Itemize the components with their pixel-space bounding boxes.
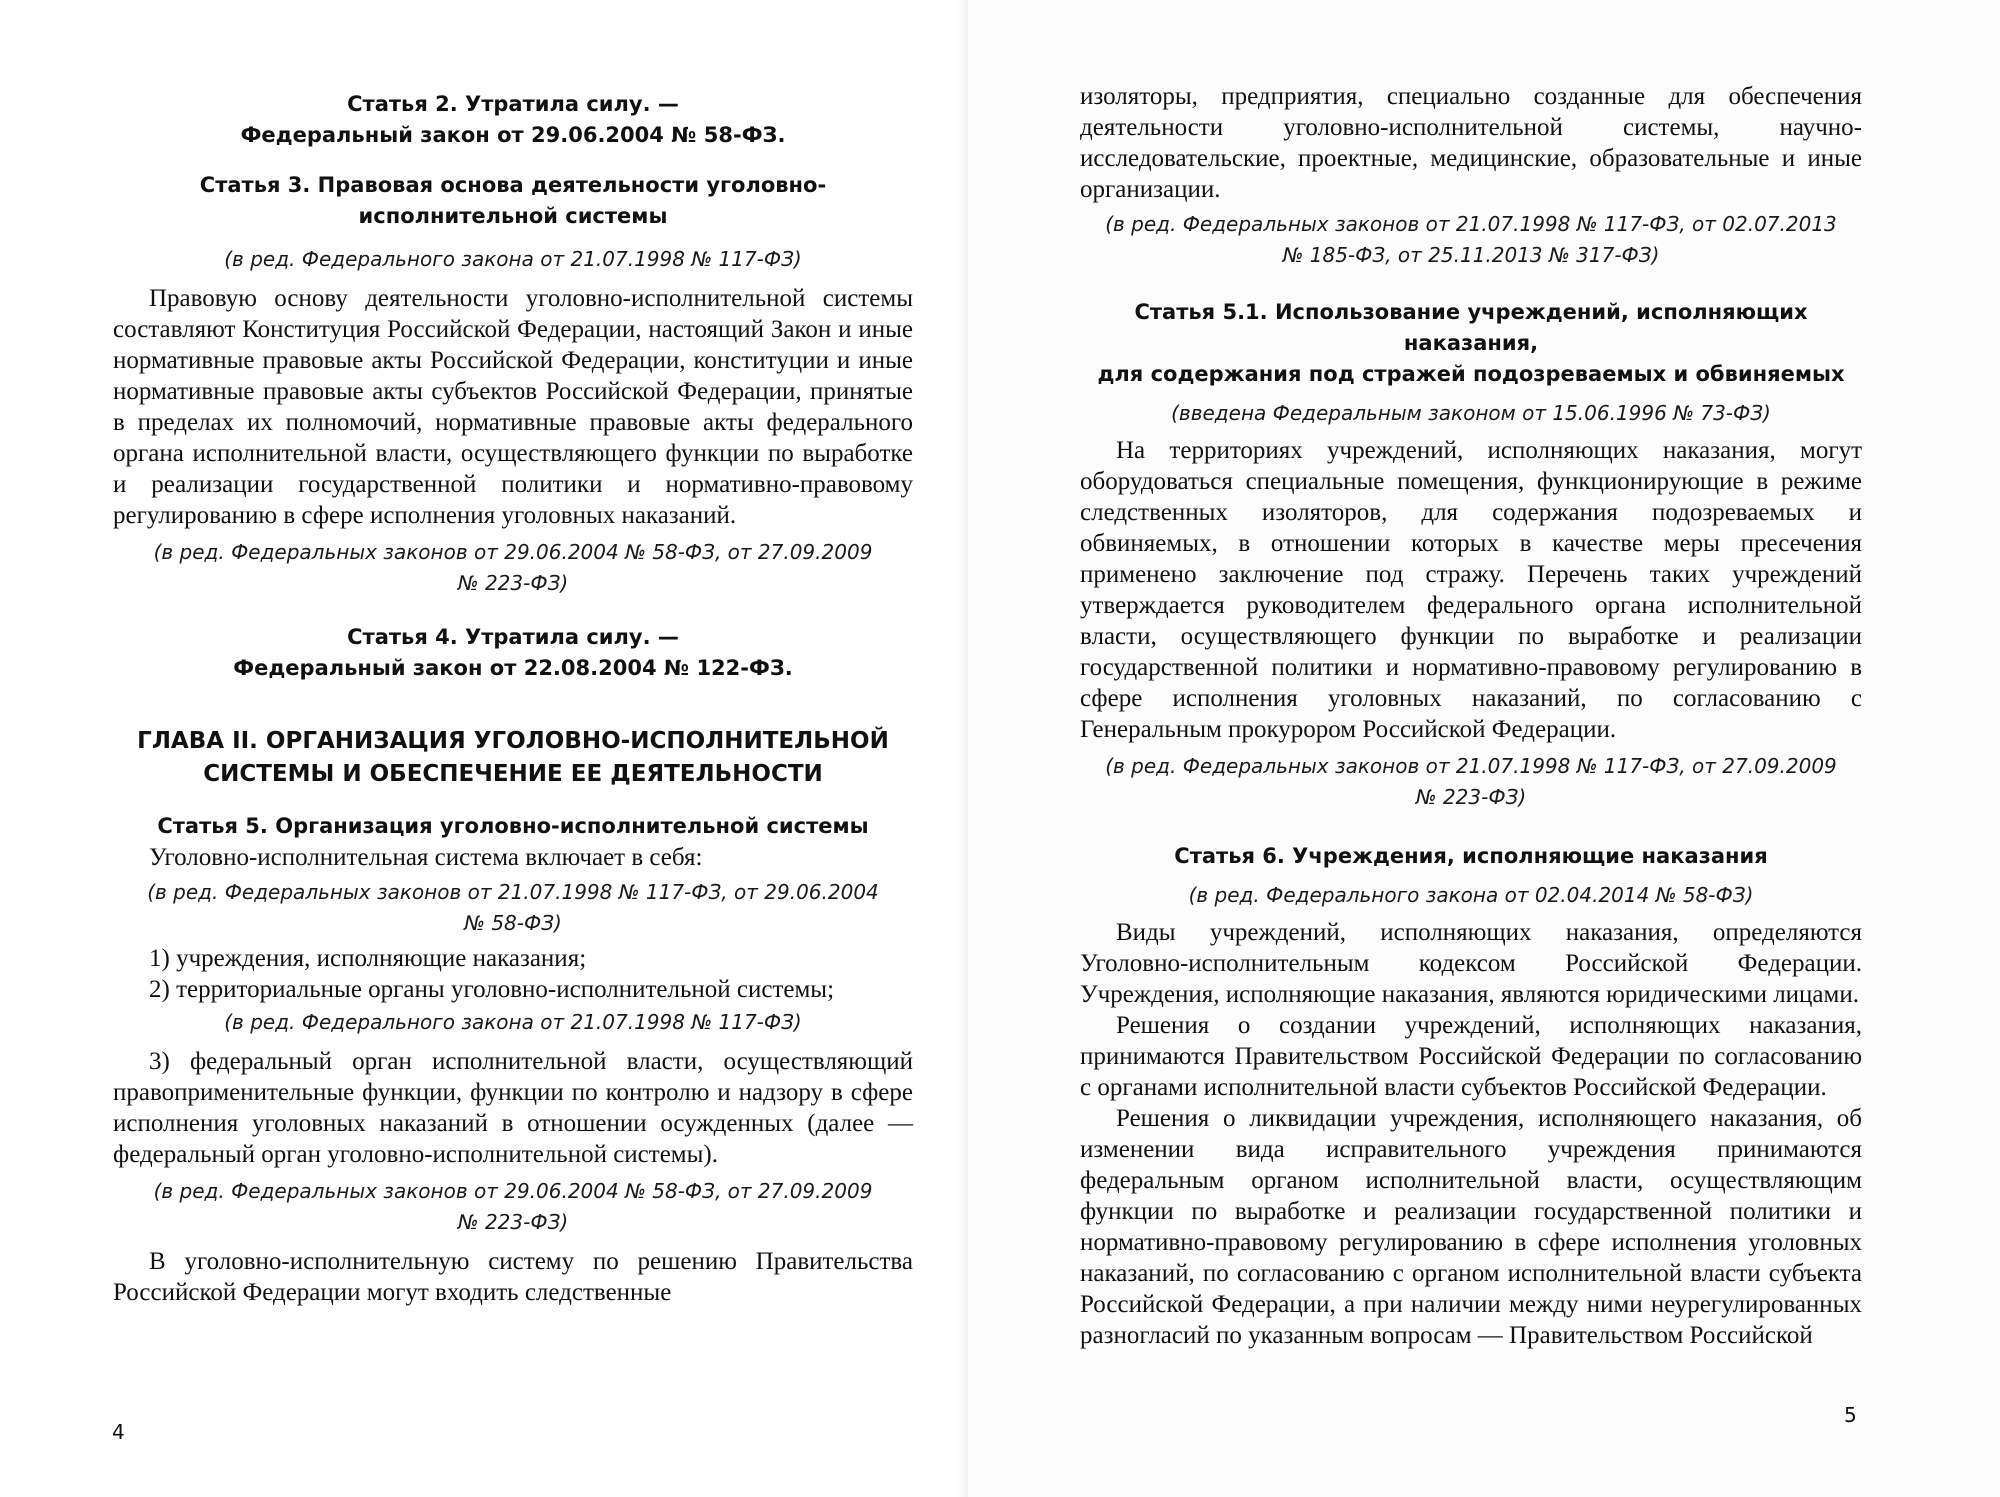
article-6-paragraph-3: Решения о ликвидации учреждения, исполняющего наказания, об изменении вида исправительного учреждения принимаются федеральным органом исполнительной власти, осуществляющим функции по выработке и реализации государственной политики и нормативно-правовому регулированию в сфере исполнения уголовных наказаний, по согласованию с органом исполнительной власти субъекта Российской Федерации, а при наличии между ними неурегулированных разногласий по указанным вопросам — Правительством Российской — [1080, 1105, 1862, 1349]
article-5-note3-line1: (в ред. Федеральных законов от 29.06.2004 № 58-ФЗ, от 27.09.2009 — [153, 1179, 873, 1203]
article-3-text: Правовую основу деятельности уголовно-исполнительной системы составляют Конституция Российской Федерации, настоящий Закон и иные нормативные правовые акты Российской Федерации, конституции и иные нормативные правовые акты субъектов Российской Федерации, принятые в пределах их полномочий, нормативные правовые акты федерального органа исполнительной власти, осуществляющего функции по выработке и реализации государственной политики и нормативно-правовому регулированию в сфере исполнения уголовных наказаний. — [113, 285, 913, 529]
article-6-paragraph-1: Виды учреждений, исполняющих наказания, определяются Уголовно-исполнительным кодексом Российской Федерации. Учреждения, исполняющие наказания, являются юридическими лицами. — [1080, 919, 1862, 1008]
article-5-1-title-line2: для содержания под стражей подозреваемых и обвиняемых — [1097, 362, 1845, 386]
continued-note-line1: (в ред. Федеральных законов от 21.07.1998 № 117-ФЗ, от 02.07.2013 — [1105, 212, 1837, 236]
article-5-last-paragraph: В уголовно-исполнительную систему по решению Правительства Российской Федерации могут входить следственные — [113, 1248, 913, 1306]
article-3-title-line1: Статья 3. Правовая основа деятельности уголовно- — [199, 173, 827, 197]
chapter-2-title-line2: СИСТЕМЫ И ОБЕСПЕЧЕНИЕ ЕЕ ДЕЯТЕЛЬНОСТИ — [203, 761, 823, 787]
article-5-1-amend-note-line2: № 223-ФЗ) — [1415, 785, 1527, 809]
article-5-note2: (в ред. Федерального закона от 21.07.1998 № 117-ФЗ) — [224, 1010, 802, 1034]
right-column — [1080, 0, 1862, 1351]
article-2-title: Статья 2. Утратила силу. — — [347, 92, 679, 116]
article-6-title: Статья 6. Учреждения, исполняющие наказания — [1174, 844, 1768, 868]
article-5-title: Статья 5. Организация уголовно-исполнительной системы — [157, 814, 869, 838]
article-5-1-amend-note-line1: (в ред. Федеральных законов от 21.07.1998 № 117-ФЗ, от 27.09.2009 — [1105, 754, 1837, 778]
continued-paragraph: изоляторы, предприятия, специально созданные для обеспечения деятельности уголовно-исполнительной системы, научно-исследовательские, проектные, медицинские, образовательные и иные организации. — [1080, 83, 1862, 203]
continued-note-line2: № 185-ФЗ, от 25.11.2013 № 317-ФЗ) — [1282, 243, 1660, 267]
left-column — [113, 0, 913, 1308]
article-3-note: (в ред. Федерального закона от 21.07.1998 № 117-ФЗ) — [224, 247, 802, 271]
article-3-amend-note-line2: № 223-ФЗ) — [457, 571, 569, 595]
article-5-1-title-line1: Статья 5.1. Использование учреждений, исполняющих наказания, — [1134, 300, 1808, 355]
page-number-left: 4 — [112, 1420, 125, 1444]
page-number-right: 5 — [1844, 1403, 1857, 1427]
article-5-1-text: На территориях учреждений, исполняющих наказания, могут оборудоваться специальные помещения, функционирующие в режиме следственных изоляторов, для содержания подозреваемых и обвиняемых, в отношении которых в качестве меры пресечения применено заключение под стражу. Перечень таких учреждений утверждается руководителем федерального органа исполнительной власти, осуществляющего функции по выработке и реализации государственной политики и нормативно-правовому регулированию в сфере исполнения уголовных наказаний, по согласованию с Генеральным прокурором Российской Федерации. — [1080, 437, 1862, 743]
article-6-paragraph-2: Решения о создании учреждений, исполняющих наказания, принимаются Правительством Российской Федерации по согласованию с органами исполнительной власти субъектов Российской Федерации. — [1080, 1012, 1862, 1101]
article-5-note1-line1: (в ред. Федеральных законов от 21.07.1998 № 117-ФЗ, от 29.06.2004 — [147, 880, 879, 904]
article-2-subtitle: Федеральный закон от 29.06.2004 № 58-ФЗ. — [240, 123, 786, 147]
right-page — [968, 0, 2000, 1497]
chapter-2-title-line1: ГЛАВА II. ОРГАНИЗАЦИЯ УГОЛОВНО-ИСПОЛНИТЕЛЬНОЙ — [137, 728, 889, 754]
article-6-note: (в ред. Федерального закона от 02.04.2014 № 58-ФЗ) — [1188, 883, 1754, 907]
article-5-note1-line2: № 58-ФЗ) — [464, 911, 562, 935]
article-5-note3-line2: № 223-ФЗ) — [457, 1210, 569, 1234]
article-4-subtitle: Федеральный закон от 22.08.2004 № 122-ФЗ. — [233, 656, 793, 680]
left-page — [0, 0, 968, 1497]
article-3-amend-note-line1: (в ред. Федеральных законов от 29.06.2004 № 58-ФЗ, от 27.09.2009 — [153, 540, 873, 564]
article-5-1-note: (введена Федеральным законом от 15.06.1996 № 73-ФЗ) — [1171, 401, 1771, 425]
article-3-title-line2: исполнительной системы — [358, 204, 668, 228]
article-5-item-3: 3) федеральный орган исполнительной власти, осуществляющий правоприменительные функции, функции по контролю и надзору в сфере исполнения уголовных наказаний в отношении осужденных (далее — федеральный орган уголовно-исполнительной системы). — [113, 1048, 913, 1168]
article-5-intro: Уголовно-исполнительная система включает в себя: — [149, 844, 703, 871]
article-5-item-2: 2) территориальные органы уголовно-исполнительной системы; — [149, 976, 835, 1003]
article-4-title: Статья 4. Утратила силу. — — [347, 625, 679, 649]
article-5-item-1: 1) учреждения, исполняющие наказания; — [149, 945, 587, 972]
